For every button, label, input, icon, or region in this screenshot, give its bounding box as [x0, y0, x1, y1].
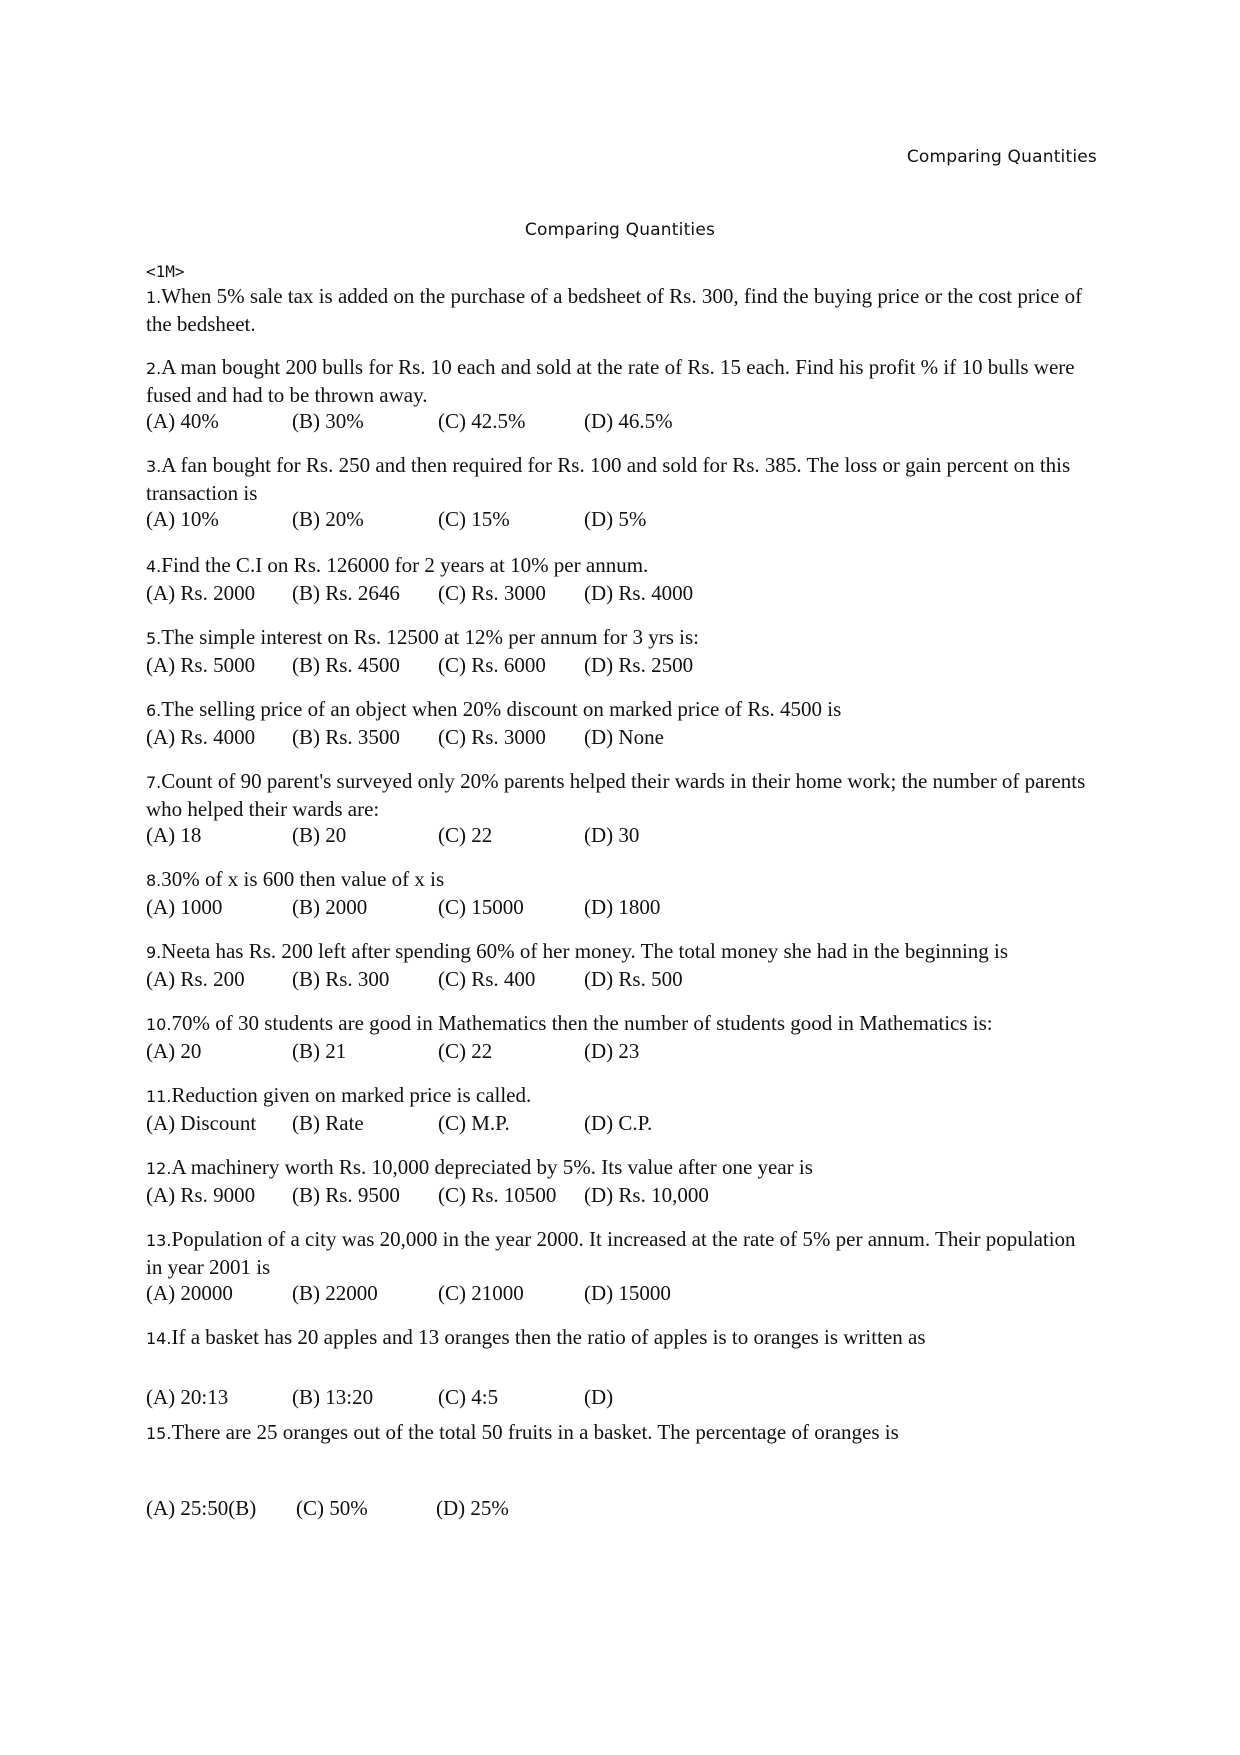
question-number: 4. [146, 557, 162, 576]
option-a: (A) Rs. 2000 [146, 581, 256, 605]
question-number: 15. [146, 1424, 172, 1443]
marks-label: <1M> [146, 262, 185, 281]
option-d: (D) 15000 [584, 1281, 671, 1305]
question-body: 70% of 30 students are good in Mathematics then the number of students good in Mathematics is: [171, 1011, 993, 1035]
question-body: A machinery worth Rs. 10,000 depreciated by 5%. Its value after one year is [171, 1155, 813, 1179]
question-7 [146, 768, 1096, 848]
question-body: There are 25 oranges out of the total 50 fruits in a basket. The percentage of oranges is [171, 1420, 899, 1444]
question-8 [146, 866, 1096, 920]
option-a: (A) 10% [146, 507, 219, 531]
question-6 [146, 696, 1096, 750]
option-c: (C) Rs. 6000 [438, 653, 546, 677]
question-number: 9. [146, 943, 162, 962]
option-b: (B) Rs. 300 [292, 967, 390, 991]
question-10 [146, 1010, 1096, 1064]
option-b: (B) Rs. 3500 [292, 725, 400, 749]
answer-options [146, 1280, 1096, 1306]
option-a: (A) 20:13 [146, 1385, 229, 1409]
question-12 [146, 1154, 1096, 1208]
question-body: If a basket has 20 apples and 13 oranges then the ratio of apples is to oranges is written as [171, 1325, 926, 1349]
option-b: (B) 21 [292, 1039, 347, 1063]
question-text [146, 1226, 1096, 1280]
option-c: (C) Rs. 3000 [438, 725, 546, 749]
option-a: (A) 1000 [146, 895, 223, 919]
question-text [146, 552, 1096, 580]
option-a: (A) 20 [146, 1039, 202, 1063]
question-number: 8. [146, 871, 162, 890]
question-number: 2. [146, 359, 162, 378]
option-b: (B) Rate [292, 1111, 364, 1135]
option-a: (A) 40% [146, 409, 219, 433]
question-text [146, 452, 1096, 506]
option-a: (A) Rs. 4000 [146, 725, 256, 749]
option-c: (D) 25% [436, 1496, 509, 1520]
option-a: (A) 20000 [146, 1281, 233, 1305]
option-c: (C) Rs. 3000 [438, 581, 546, 605]
option-d: (D) 46.5% [584, 409, 673, 433]
question-number: 11. [146, 1087, 172, 1106]
question-number: 1. [146, 288, 162, 307]
question-text [146, 1324, 1096, 1352]
option-a: (A) 18 [146, 823, 202, 847]
question-15 [146, 1419, 1096, 1521]
running-header: Comparing Quantities [906, 147, 1097, 167]
option-b: (C) 50% [296, 1496, 368, 1520]
option-b: (B) 22000 [292, 1281, 378, 1305]
option-a: (A) Rs. 5000 [146, 653, 256, 677]
question-number: 7. [146, 773, 162, 792]
question-body: The selling price of an object when 20% discount on marked price of Rs. 4500 is [161, 697, 842, 721]
question-body: A man bought 200 bulls for Rs. 10 each and sold at the rate of Rs. 15 each. Find his profit % if 10 bulls were fused and had to be thrown away. [146, 355, 1075, 407]
option-a: (A) Rs. 9000 [146, 1183, 256, 1207]
option-a: (A) Discount [146, 1111, 257, 1135]
option-b: (B) Rs. 2646 [292, 581, 400, 605]
question-text [146, 283, 1096, 337]
page-title: Comparing Quantities [524, 220, 716, 240]
question-number: 12. [146, 1159, 172, 1178]
question-9 [146, 938, 1096, 992]
answer-options [146, 408, 1096, 434]
option-b: (B) 30% [292, 409, 364, 433]
question-text [146, 938, 1096, 966]
answer-options [146, 580, 1096, 606]
option-d: (D) C.P. [584, 1111, 653, 1135]
question-body: A fan bought for Rs. 250 and then required for Rs. 100 and sold for Rs. 385. The loss or gain percent on this transaction is [146, 453, 1071, 505]
option-c: (C) M.P. [438, 1111, 510, 1135]
option-d: (D) 1800 [584, 895, 661, 919]
option-a: (A) 25:50(B) [146, 1496, 257, 1520]
question-number: 6. [146, 701, 162, 720]
option-d: (D) 5% [584, 507, 647, 531]
question-list [146, 262, 1096, 282]
option-d: (D) None [584, 725, 664, 749]
answer-options [146, 1110, 1096, 1136]
question-3 [146, 452, 1096, 532]
question-text [146, 624, 1096, 652]
question-13 [146, 1226, 1096, 1306]
option-b: (B) Rs. 4500 [292, 653, 400, 677]
question-text [146, 354, 1096, 408]
option-b: (B) Rs. 9500 [292, 1183, 400, 1207]
question-text [146, 696, 1096, 724]
option-b: (B) 20% [292, 507, 364, 531]
question-number: 14. [146, 1329, 172, 1348]
answer-options [146, 1182, 1096, 1208]
answer-options [146, 724, 1096, 750]
question-text [146, 768, 1096, 822]
question-body: Count of 90 parent's surveyed only 20% parents helped their wards in their home work; the number of parents who helped their wards are: [146, 769, 1086, 821]
question-number: 13. [146, 1231, 172, 1250]
option-c: (C) 22 [438, 823, 493, 847]
question-2 [146, 354, 1096, 434]
option-a: (A) Rs. 200 [146, 967, 245, 991]
question-number: 3. [146, 457, 162, 476]
option-c: (C) 22 [438, 1039, 493, 1063]
option-d: (D) Rs. 4000 [584, 581, 694, 605]
option-d: (D) Rs. 500 [584, 967, 683, 991]
question-number: 10. [146, 1015, 172, 1034]
question-text [146, 1010, 1096, 1038]
question-text [146, 866, 1096, 894]
question-14 [146, 1324, 1096, 1410]
question-5 [146, 624, 1096, 678]
answer-options [146, 1495, 1096, 1521]
answer-options [146, 966, 1096, 992]
question-text [146, 1154, 1096, 1182]
option-d: (D) 30 [584, 823, 640, 847]
option-c: (C) 15% [438, 507, 510, 531]
question-text [146, 1419, 1096, 1447]
question-body: Reduction given on marked price is called. [171, 1083, 532, 1107]
option-d: (D) [584, 1385, 614, 1409]
option-b: (B) 20 [292, 823, 347, 847]
option-c: (C) 15000 [438, 895, 524, 919]
answer-options [146, 506, 1096, 532]
option-b: (B) 2000 [292, 895, 368, 919]
option-c: (C) Rs. 400 [438, 967, 536, 991]
question-11 [146, 1082, 1096, 1136]
question-body: Neeta has Rs. 200 left after spending 60% of her money. The total money she had in the beginning is [161, 939, 1009, 963]
question-number: 5. [146, 629, 162, 648]
answer-options [146, 894, 1096, 920]
question-text [146, 1082, 1096, 1110]
question-4 [146, 552, 1096, 606]
answer-options [146, 1384, 1096, 1410]
answer-options [146, 822, 1096, 848]
option-b: (B) 13:20 [292, 1385, 374, 1409]
answer-options [146, 1038, 1096, 1064]
question-body: Find the C.I on Rs. 126000 for 2 years at 10% per annum. [161, 553, 649, 577]
option-c: (C) 21000 [438, 1281, 524, 1305]
option-d: (D) 23 [584, 1039, 640, 1063]
question-1 [146, 283, 1096, 337]
option-c: (C) Rs. 10500 [438, 1183, 557, 1207]
option-c: (C) 4:5 [438, 1385, 499, 1409]
question-body: Population of a city was 20,000 in the year 2000. It increased at the rate of 5% per annum. Their population in year 2001 is [146, 1227, 1076, 1279]
option-c: (C) 42.5% [438, 409, 526, 433]
option-d: (D) Rs. 10,000 [584, 1183, 709, 1207]
question-body: The simple interest on Rs. 12500 at 12% per annum for 3 yrs is: [161, 625, 700, 649]
answer-options [146, 652, 1096, 678]
question-body: When 5% sale tax is added on the purchase of a bedsheet of Rs. 300, find the buying price or the cost price of the bedsheet. [146, 284, 1083, 336]
question-body: 30% of x is 600 then value of x is [161, 867, 445, 891]
option-d: (D) Rs. 2500 [584, 653, 694, 677]
